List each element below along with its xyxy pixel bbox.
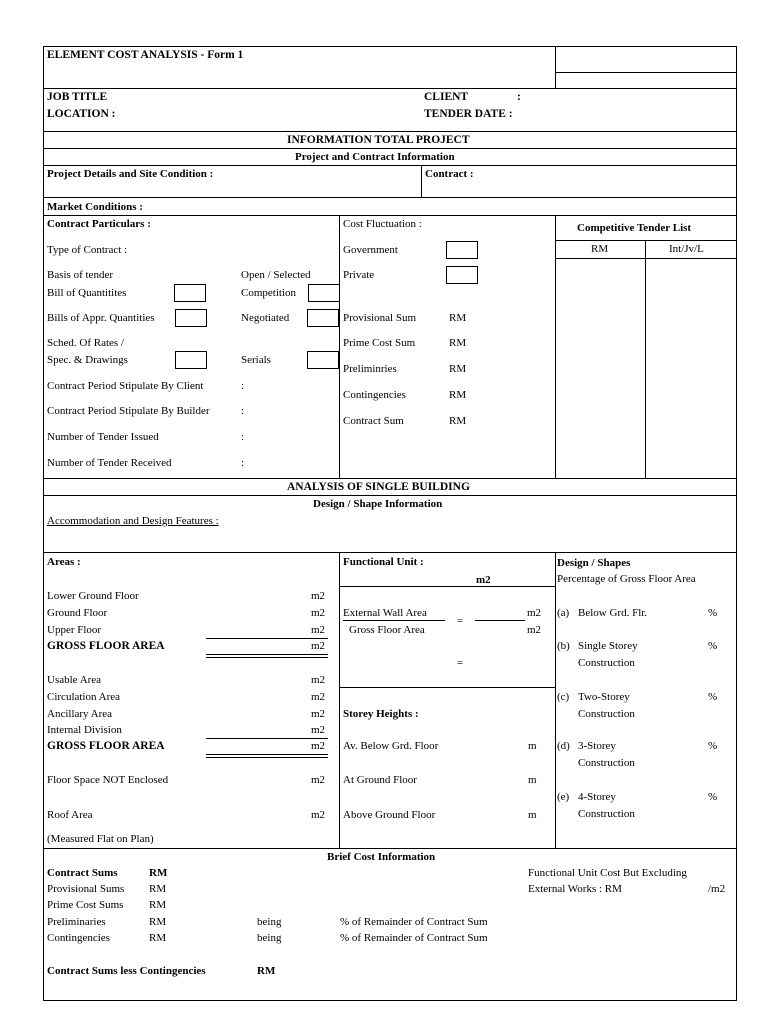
divider <box>339 215 340 478</box>
design-shape-info-subtitle: Design / Shape Information <box>313 498 443 510</box>
functional-unit-result-equals: = <box>457 657 464 669</box>
brief-preliminaries-label: Preliminaries <box>47 916 106 928</box>
circulation-area-label: Circulation Area <box>47 691 121 703</box>
divider <box>206 738 328 739</box>
above-ground-floor-unit: m <box>528 809 537 821</box>
external-wall-equals: = <box>457 615 464 627</box>
serials-checkbox[interactable] <box>307 351 339 369</box>
divider <box>43 165 737 166</box>
negotiated-checkbox[interactable] <box>307 309 339 327</box>
competitive-tender-list-heading: Competitive Tender List <box>577 222 692 234</box>
gross-floor-area-unit: m2 <box>527 624 542 636</box>
shape-d-label-2: Construction <box>578 757 635 769</box>
gfa-label-1: GROSS FLOOR AREA <box>47 640 165 652</box>
serials-label: Serials <box>241 354 271 366</box>
provisional-sums-label: Provisional Sums <box>47 883 125 895</box>
external-wall-unit: m2 <box>527 607 542 619</box>
contract-sums-less-contingencies-rm: RM <box>257 965 276 977</box>
prime-cost-sums-rm: RM <box>149 899 167 911</box>
gfa-unit-1: m2 <box>311 640 326 652</box>
divider <box>43 131 737 132</box>
shape-e-key: (e) <box>557 791 570 803</box>
contract-sums-label: Contract Sums <box>47 867 118 879</box>
contract-label: Contract : <box>425 168 474 180</box>
brief-contingencies-being: being <box>257 932 282 944</box>
frame-bottom <box>43 1000 737 1001</box>
measured-flat-label: (Measured Flat on Plan) <box>47 833 154 845</box>
functional-unit-m2: m2 <box>476 574 491 586</box>
private-label: Private <box>343 269 375 281</box>
tender-list-col-int: Int/Jv/L <box>669 243 704 255</box>
fu-cost-line-2: External Works : RM <box>528 883 622 895</box>
divider <box>343 620 445 621</box>
tender-list-col-rm: RM <box>591 243 609 255</box>
below-grd-floor-unit: m <box>528 740 537 752</box>
areas-heading: Areas : <box>47 556 81 568</box>
shape-c-percent: % <box>708 691 718 703</box>
storey-heights-heading: Storey Heights : <box>343 708 419 720</box>
brief-cost-info-title: Brief Cost Information <box>327 851 436 863</box>
period-builder-label: Contract Period Stipulate By Builder <box>47 405 210 417</box>
contract-particulars-heading: Contract Particulars : <box>47 218 151 230</box>
period-client-colon: : <box>241 380 245 392</box>
shape-c-key: (c) <box>557 691 570 703</box>
divider <box>43 495 737 496</box>
tender-issued-label: Number of Tender Issued <box>47 431 159 443</box>
divider <box>421 165 422 197</box>
contract-sums-less-contingencies-label: Contract Sums less Contingencies <box>47 965 206 977</box>
divider <box>475 620 525 621</box>
bill-of-quantities-label: Bill of Quantitites <box>47 287 127 299</box>
shape-c-label-2: Construction <box>578 708 635 720</box>
divider <box>206 754 328 755</box>
internal-division-label: Internal Division <box>47 724 122 736</box>
divider <box>43 197 737 198</box>
frame-top <box>43 46 737 47</box>
market-conditions-label: Market Conditions : <box>47 201 143 213</box>
ground-floor-unit: m2 <box>311 607 326 619</box>
divider <box>555 72 736 73</box>
divider <box>339 586 555 587</box>
prime-cost-sum-label: Prime Cost Sum <box>343 337 416 349</box>
divider <box>206 654 328 655</box>
tender-date-label: TENDER DATE : <box>424 108 513 120</box>
type-of-contract-label: Type of Contract : <box>47 244 128 256</box>
divider <box>555 552 556 848</box>
divider <box>43 88 737 89</box>
brief-preliminaries-remainder: % of Remainder of Contract Sum <box>340 916 488 928</box>
tender-received-label: Number of Tender Received <box>47 457 172 469</box>
bills-appr-quantities-checkbox[interactable] <box>175 309 207 327</box>
usable-area-label: Usable Area <box>47 674 102 686</box>
gfa-unit-2: m2 <box>311 740 326 752</box>
not-enclosed-label: Floor Space NOT Enclosed <box>47 774 169 786</box>
design-shapes-heading: Design / Shapes <box>557 557 631 569</box>
above-ground-floor-label: Above Ground Floor <box>343 809 436 821</box>
brief-preliminaries-being: being <box>257 916 282 928</box>
bill-of-quantities-checkbox[interactable] <box>174 284 206 302</box>
preliminaries-label: Preliminries <box>343 363 397 375</box>
frame-left <box>43 46 44 1000</box>
shape-d-label-1: 3-Storey <box>578 740 616 752</box>
upper-floor-label: Upper Floor <box>47 624 102 636</box>
divider <box>555 215 556 478</box>
provisional-sum-label: Provisional Sum <box>343 312 417 324</box>
brief-contingencies-label: Contingencies <box>47 932 110 944</box>
client-label: CLIENT <box>424 91 469 103</box>
prime-cost-sum-rm: RM <box>449 337 467 349</box>
divider <box>43 148 737 149</box>
cost-fluctuation-heading: Cost Fluctuation : <box>343 218 422 230</box>
contract-sums-rm: RM <box>149 867 168 879</box>
frame-right <box>736 46 737 1000</box>
divider <box>43 215 737 216</box>
project-details-label: Project Details and Site Condition : <box>47 168 214 180</box>
divider <box>206 638 328 639</box>
bills-appr-quantities-label: Bills of Appr. Quantities <box>47 312 155 324</box>
shape-b-label-1: Single Storey <box>578 640 638 652</box>
design-shapes-subheading: Percentage of Gross Floor Area <box>557 573 696 585</box>
shape-b-percent: % <box>708 640 718 652</box>
contract-sum-rm: RM <box>449 415 467 427</box>
divider <box>645 240 646 478</box>
roof-area-label: Roof Area <box>47 809 93 821</box>
at-ground-floor-unit: m <box>528 774 537 786</box>
ancillary-area-label: Ancillary Area <box>47 708 113 720</box>
shape-a-key: (a) <box>557 607 570 619</box>
basis-of-tender-label: Basis of tender <box>47 269 113 281</box>
negotiated-label: Negotiated <box>241 312 290 324</box>
usable-area-unit: m2 <box>311 674 326 686</box>
divider <box>206 657 328 658</box>
prime-cost-sums-label: Prime Cost Sums <box>47 899 124 911</box>
divider <box>43 848 737 849</box>
shape-e-label-2: Construction <box>578 808 635 820</box>
provisional-sum-rm: RM <box>449 312 467 324</box>
tender-received-colon: : <box>241 457 245 469</box>
period-builder-colon: : <box>241 405 245 417</box>
shape-d-key: (d) <box>557 740 570 752</box>
not-enclosed-unit: m2 <box>311 774 326 786</box>
period-client-label: Contract Period Stipulate By Client <box>47 380 204 392</box>
external-wall-area-label: External Wall Area <box>343 607 427 619</box>
shape-b-label-2: Construction <box>578 657 635 669</box>
brief-preliminaries-rm: RM <box>149 916 167 928</box>
internal-division-unit: m2 <box>311 724 326 736</box>
roof-area-unit: m2 <box>311 809 326 821</box>
circulation-area-unit: m2 <box>311 691 326 703</box>
shape-d-percent: % <box>708 740 718 752</box>
shape-a-label: Below Grd. Flr. <box>578 607 648 619</box>
client-colon: : <box>517 91 521 103</box>
lower-ground-label: Lower Ground Floor <box>47 590 139 602</box>
project-contract-info-subtitle: Project and Contract Information <box>295 151 455 163</box>
divider <box>339 687 555 688</box>
government-label: Government <box>343 244 398 256</box>
contingencies-rm: RM <box>449 389 467 401</box>
upper-floor-unit: m2 <box>311 624 326 636</box>
functional-unit-heading: Functional Unit : <box>343 556 424 568</box>
divider <box>339 552 340 848</box>
divider <box>43 478 737 479</box>
ground-floor-label: Ground Floor <box>47 607 108 619</box>
analysis-title: ANALYSIS OF SINGLE BUILDING <box>287 481 470 493</box>
preliminaries-rm: RM <box>449 363 467 375</box>
government-checkbox[interactable] <box>446 241 478 259</box>
lower-ground-unit: m2 <box>311 590 326 602</box>
shape-e-percent: % <box>708 791 718 803</box>
brief-contingencies-rm: RM <box>149 932 167 944</box>
provisional-sums-rm: RM <box>149 883 167 895</box>
brief-contingencies-remainder: % of Remainder of Contract Sum <box>340 932 488 944</box>
divider <box>555 46 556 88</box>
contract-sum-label: Contract Sum <box>343 415 404 427</box>
open-selected-label: Open / Selected <box>241 269 311 281</box>
shape-a-percent: % <box>708 607 718 619</box>
divider <box>43 552 737 553</box>
at-ground-floor-label: At Ground Floor <box>343 774 417 786</box>
sched-rates-checkbox[interactable] <box>175 351 207 369</box>
spec-drawings-label: Spec. & Drawings <box>47 354 128 366</box>
shape-e-label-1: 4-Storey <box>578 791 616 803</box>
gross-floor-area-label: Gross Floor Area <box>349 624 425 636</box>
location-label: LOCATION : <box>47 108 116 120</box>
competition-checkbox[interactable] <box>308 284 340 302</box>
form-title: ELEMENT COST ANALYSIS - Form 1 <box>47 49 244 61</box>
shape-c-label-1: Two-Storey <box>578 691 630 703</box>
below-grd-floor-label: Av. Below Grd. Floor <box>343 740 439 752</box>
ancillary-area-unit: m2 <box>311 708 326 720</box>
private-checkbox[interactable] <box>446 266 478 284</box>
contingencies-label: Contingencies <box>343 389 406 401</box>
gfa-label-2: GROSS FLOOR AREA <box>47 740 165 752</box>
shape-b-key: (b) <box>557 640 570 652</box>
accommodation-label: Accommodation and Design Features : <box>47 515 219 527</box>
divider <box>206 757 328 758</box>
tender-issued-colon: : <box>241 431 245 443</box>
info-total-project-title: INFORMATION TOTAL PROJECT <box>287 134 470 146</box>
fu-cost-line-1: Functional Unit Cost But Excluding <box>528 867 687 879</box>
competition-label: Competition <box>241 287 296 299</box>
sched-rates-label: Sched. Of Rates / <box>47 337 124 349</box>
job-title-label: JOB TITLE <box>47 91 108 103</box>
fu-cost-per-m2: /m2 <box>708 883 726 895</box>
